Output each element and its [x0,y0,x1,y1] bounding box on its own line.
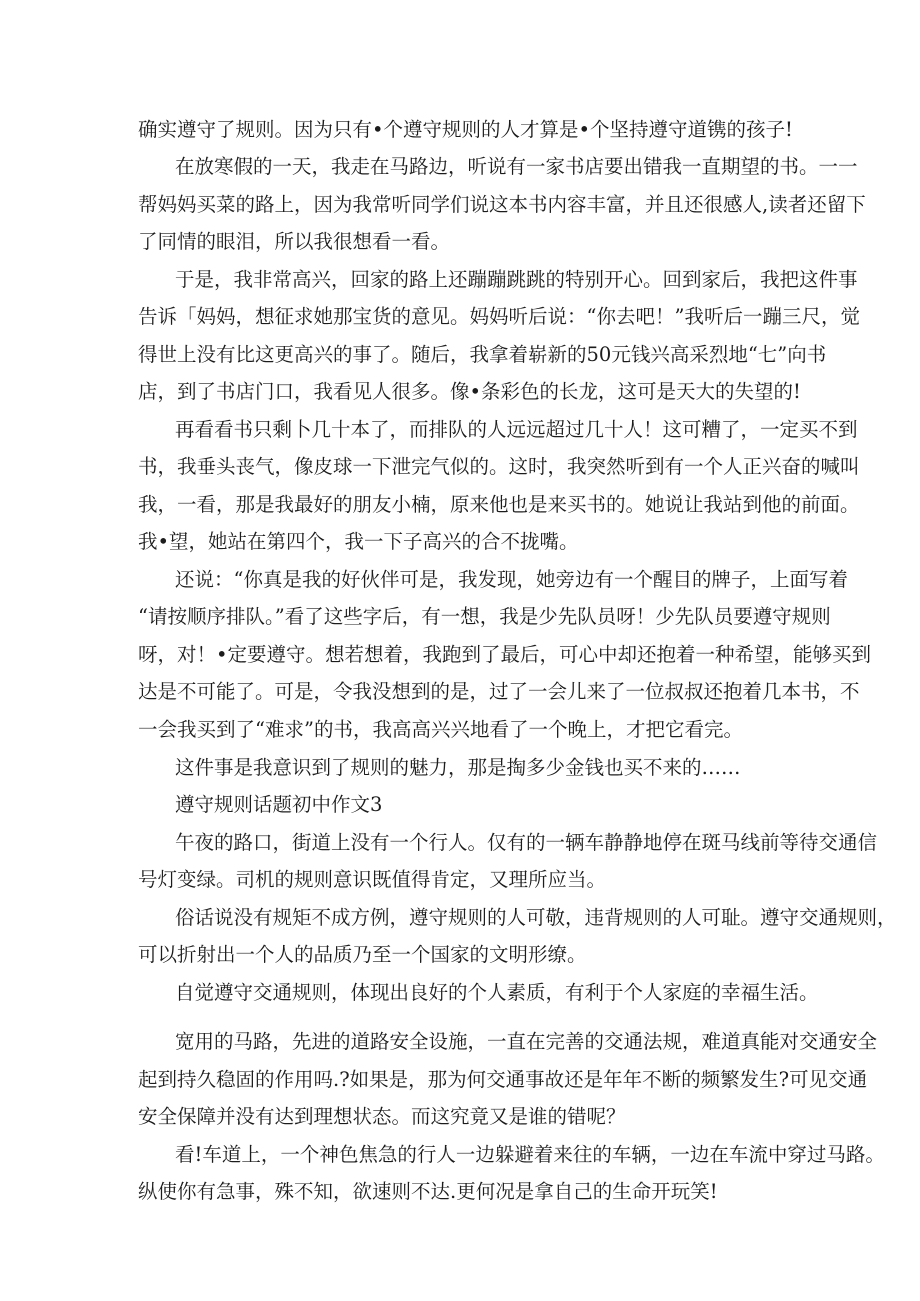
section-heading: 遵守规则话题初中作文3 [175,793,383,816]
text-line: 自觉遵守交通规则，体现出良好的个人素质，有利于个人家庭的幸福生活。 [175,981,819,1004]
text-line: “请按顺序排队。”看了这些字后，有一想，我是少先队员呀！少先队员要遵守规则 [138,605,831,628]
text-line: 看!车道上，一个神色焦急的行人一边躲避着来往的车辆，一边在车流中穿过马路。 [175,1143,885,1166]
text-line: 午夜的路口，街道上没有一个行人。仅有的一辆车静静地停在斑马线前等待交通信 [175,831,878,854]
text-line: 店，到了书店门口，我看见人很多。像•条彩色的长龙，这可是天大的失望的! [138,380,801,403]
text-line: 告诉「妈妈，想征求她那宝货的意见。妈妈听后说：“你去吧！”我听后一蹦三尺，觉 [138,305,860,328]
text-line: 达是不可能了。可是，令我没想到的是，过了一会儿来了一位叔叔还抱着几本书，不 [138,680,860,703]
text-line: 我，一看，那是我最好的朋友小楠，原来他也是来买书的。她说让我站到他的前面。 [138,493,860,516]
text-line: 起到持久稳固的作用吗.?如果是，那为何交通事故还是年年不断的频繁发生?可见交通 [138,1068,868,1091]
text-line: 这件事是我意识到了规则的魅力，那是掏多少金钱也买不来的…… [175,756,741,779]
text-line: 号灯变绿。司机的规则意识既值得肯定，又理所应当。 [138,868,607,891]
text-line: 可以折射出一个人的品质乃至一个国家的文明形缭。 [138,943,587,966]
text-line: 在放寒假的一天，我走在马路边，听说有一家书店要出错我一直期望的书。一一 [175,155,858,178]
text-line: 帮妈妈买菜的路上，因为我常听同学们说这本书内容丰富，并且还很感人,读者还留下 [138,193,866,216]
text-line: 再看看书只剩卜几十本了，而排队的人远远超过几十人！这可糟了，一定买不到 [175,418,858,441]
text-line: 呀，对！•定要遵守。想若想着，我跑到了最后，可心中却还抱着一种希望，能够买到 [138,643,872,666]
text-line: 于是，我非常高兴，回家的路上还蹦蹦跳跳的特别开心。回到家后，我把这件事 [175,268,858,291]
text-line: 纵使你有急事，殊不知，欲速则不达.更何况是拿自己的生命开玩笑! [138,1180,718,1203]
text-line: 我•望，她站在第四个，我一下子高兴的合不拢嘴。 [138,530,579,553]
text-line: 俗话说没有规矩不成方例，遵守规则的人可敬，违背规则的人可耻。遵守交通规则， [175,906,897,929]
text-line: 一会我买到了“难求”的书，我高高兴兴地看了一个晚上，才把它看完。 [138,718,743,741]
text-line: 宽用的马路，先进的道路安全设施，一直在完善的交通法规，难道真能对交通安全 [175,1030,878,1053]
text-line: 还说：“你真是我的好伙伴可是，我发现，她旁边有一个醒目的牌子，上面写着 [175,568,848,591]
text-line: 书，我垂头丧气，像皮球一下泄完气似的。这时，我突然听到有一个人正兴奋的喊叫 [138,455,860,478]
text-line: 了同情的眼泪，所以我很想看一看。 [138,230,451,253]
text-line: 安全保障并没有达到理想状态。而这究竟又是谁的错呢？ [138,1105,626,1128]
text-line: 确实遵守了规则。因为只有•个遵守规则的人才算是•个坚持遵守道镌的孩子! [138,118,793,141]
text-line: 得世上没有比这更高兴的事了。随后，我拿着崭新的50元钱兴高采烈地“七”向书 [138,343,827,366]
